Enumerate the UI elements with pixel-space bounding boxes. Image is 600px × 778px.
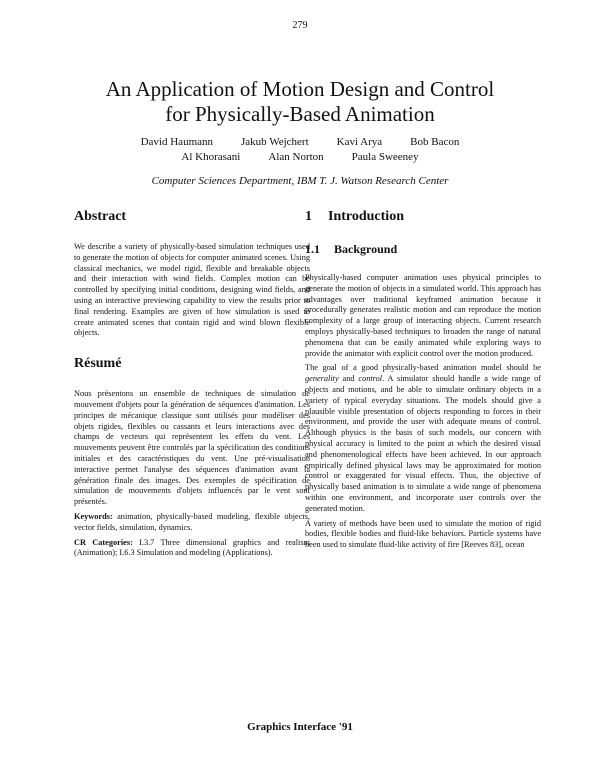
p2-emphasis-control: control [358, 374, 383, 384]
author-name: Jakub Wejchert [241, 136, 309, 148]
intro-paragraph-2 [305, 363, 541, 514]
keywords [74, 512, 310, 534]
resume-text: Nous présentons un ensemble de techniques de simulation de mouvement d'objets pour la génération de séquences d'animation. Les principes de mécanique classique sont utilisés pour modéliser des objets rigides, flexibles ou cassants et leurs interactions avec des champs de vecteurs qui représentent les effets du vent. Les mouvements peuvent être controlés par la spécification des conditions initiales et des caractéristiques du vent. Une pré-visualisation interactive permet l'analyse des séquences d'animation avant la génération finale des images. Des exemples de spécification de simulation de mouvements d'objets influencés par le vent sont présentés. [74, 389, 310, 507]
p2-part-a: The goal of a good physically-based animation model should be [305, 363, 541, 373]
author-row-1 [40, 135, 560, 150]
title-line-2: for Physically-Based Animation [165, 102, 435, 126]
subsection-number: 1.1 [305, 242, 320, 256]
section-title: Introduction [328, 209, 404, 224]
intro-paragraph-1: Physically-based computer animation uses physical principles to generate the motion of objects in a simulated world. This approach has advantages over traditional keyframed animation because it procedurally generates realistic motion and can reproduce the motion complexity of a large group of interacting objects. Current research employs physically-based techniques to broaden the range of natural phenomena that can be easily animated while exploring ways to provide the animator with explicit control over the motion produced. [305, 273, 541, 358]
p2-part-c: . A simulator should handle a wide range of objects and motions, and be able to simulate ordinary objects in a variety of typical everyday situations. The models should give a plausible visible presentation of objects responding to forces in their environment, and provide the user with adequate means of control. Although physics is the basis of such models, our concern with physical accuracy is limited to the point at which the desired visual and phenomenological effects have been achieved. In our approach empirically defined physical laws may be approximated for motion control or exaggerated for visual effects. Thus, the objective of physically based animation is to simulate a wide range of phenomena within one environment, and incorporate user controls over the generated motion. [305, 374, 541, 513]
paper-title [40, 77, 560, 127]
p2-part-b: and [338, 374, 359, 384]
author-row-2 [40, 150, 560, 165]
conference-footer: Graphics Interface '91 [247, 721, 353, 733]
cr-categories-label: CR Categories: [74, 537, 133, 547]
abstract-heading: Abstract [74, 209, 127, 224]
cr-categories-text: I.3.7 Three dimensional graphics and realism (Animation); I.6.3 Simulation and modeling (Applications). [74, 537, 310, 558]
keywords-text: animation, physically-based modeling, flexible objects, vector fields, simulation, dynamics. [74, 511, 310, 532]
left-column [74, 208, 310, 563]
p2-emphasis-generality: generality [305, 374, 339, 384]
subsection-title: Background [334, 242, 398, 256]
page-number: 279 [292, 20, 308, 31]
intro-paragraph-3: A variety of methods have been used to simulate the motion of rigid bodies, flexible bodies and fluid-like behaviors. Particle systems have been used to simulate fluid-like activity of fire [Reeves 83], ocean [305, 518, 541, 550]
affiliation: Computer Sciences Department, IBM T. J. Watson Research Center [151, 175, 449, 187]
section-number: 1 [305, 209, 312, 224]
cr-categories [74, 538, 310, 560]
introduction-heading [305, 208, 541, 226]
author-name: Paula Sweeney [351, 151, 419, 163]
background-heading [305, 242, 541, 257]
resume-heading: Résumé [74, 356, 122, 372]
author-name: Bob Bacon [410, 136, 460, 148]
author-name: Kavi Arya [336, 136, 383, 148]
keywords-label: Keywords: [74, 511, 113, 521]
author-list [40, 135, 560, 165]
author-name: Alan Norton [268, 151, 324, 163]
abstract-text: We describe a variety of physically-based simulation techniques used to generate the motion of objects for computer animated scenes. Using classical mechanics, we model rigid, flexible and breakable objects and their interaction with wind fields. Complex motion can be controlled by specifying initial conditions, designing wind fields, and using an interactive previewing capability to view the results prior to final rendering. Examples are given of how simulation is used to create animated scenes that contain rigid and wind blown flexible objects. [74, 242, 310, 338]
title-line-1: An Application of Motion Design and Control [105, 77, 495, 101]
author-name: David Haumann [140, 136, 214, 148]
right-column [305, 208, 541, 555]
author-name: Al Khorasani [181, 151, 241, 163]
